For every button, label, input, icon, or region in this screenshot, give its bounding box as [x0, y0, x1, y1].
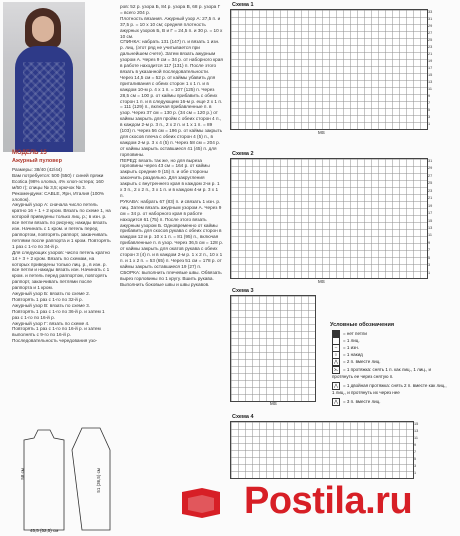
legend-item: ○ = 1 накид [332, 351, 450, 359]
sleeve-length-label: 51 (36,5) см [96, 468, 101, 493]
row-number: 11 [428, 233, 432, 238]
scheme3-ms: МS [270, 401, 277, 406]
scheme4-title: Схема 4 [232, 414, 254, 420]
row-number: 1 [414, 471, 417, 475]
row-number: 29 [428, 166, 433, 171]
row-number: 27 [428, 173, 433, 178]
row-number: 3 [414, 464, 417, 468]
row-number: 7 [428, 101, 431, 105]
legend-item: ⋀ = 3 п. вместе лиц. [332, 398, 450, 406]
row-number: 19 [428, 203, 433, 208]
row-number: 17 [428, 211, 433, 216]
legend-item: ⋀ = 2 п. вместе лиц. [332, 358, 450, 366]
scheme2-title: Схема 2 [232, 151, 254, 157]
legend-item: – = 1 изн. [332, 344, 450, 352]
postila-logo [178, 486, 224, 520]
garment-pattern [10, 420, 126, 536]
row-number: 1 [428, 122, 431, 126]
row-number: 9 [428, 240, 431, 245]
scheme4-grid [230, 421, 417, 479]
row-number: 29 [428, 24, 433, 28]
row-number: 7 [414, 450, 417, 454]
row-number: 19 [428, 59, 433, 63]
legend-item: = нет петли [332, 330, 450, 338]
row-number: 11 [428, 87, 432, 91]
row-number: 5 [428, 255, 431, 260]
row-number: 13 [428, 225, 433, 230]
row-number: 9 [414, 443, 417, 447]
scheme1-grid [230, 9, 431, 130]
legend-item: = 1 лиц. [332, 337, 450, 345]
scheme1-ms: МS [318, 130, 325, 135]
row-number: 31 [428, 17, 433, 21]
row-number: 15 [414, 422, 419, 426]
row-number: 27 [428, 31, 433, 35]
row-number: 25 [428, 181, 433, 186]
row-number: 33 [428, 10, 433, 14]
row-number: 3 [428, 263, 431, 268]
scheme2-ms: МS [318, 279, 325, 284]
row-number: 9 [428, 94, 431, 98]
row-number: 5 [414, 457, 417, 461]
legend-item: ⋋ = 1 протяжка: снять 1 п. как лиц., 1 лиц., и протянуть ее через снятую п. [332, 367, 432, 379]
row-number: 7 [428, 248, 431, 253]
row-number: 3 [428, 115, 431, 119]
scheme1-title: Схема 1 [232, 2, 254, 8]
legend-title: Условные обозначения [330, 322, 395, 328]
row-number: 31 [428, 159, 433, 163]
row-number: 23 [428, 45, 433, 49]
row-number: 5 [428, 108, 431, 112]
row-number: 13 [428, 80, 433, 84]
row-number: 1 [428, 270, 431, 275]
row-number: 23 [428, 188, 433, 193]
scheme3-title: Схема 3 [232, 288, 254, 294]
scheme3-grid [230, 295, 316, 402]
legend-item: ⋀ = 1 двойная протяжка: снять 2 п. вместе как лиц., 1 лиц., и протянуть их через нее [332, 383, 447, 395]
row-number: 21 [428, 52, 433, 56]
width-label: 45,5 (52,5) см [30, 528, 59, 533]
row-number: 13 [414, 429, 419, 433]
row-number: 17 [428, 66, 433, 70]
row-number: 21 [428, 196, 433, 201]
back-length-label: 58 см [20, 468, 25, 480]
instructions-column-2: ров: 52 р. узора Б, 84 р. узора В, 68 р. узора Г = всего 204 р. Плотность вязания. Ажурный узор А: 27,5 п. и 37,5 р. = 10 х 10 см; средняя плотность ажурных узоров Б, В и Г = 24,5 п. и 30 р. = 10 х 10 см. СПИНКА: набрать 131 (147) п. и вязать 1 изн. р. лиц. (этот ряд не учитывается при дальнейшем счете). Затем вязать ажурным узором А. Через 9 см = 34 р. от наборного края в работе находится 117 (131) п. После этого вязать в указанной последовательности. Через 14,5 см = 52 р. от каймы убавить для приталивания с обеих сторон 1 х 1 п. и в каждом 10-м р. 4 х 1 п. = 107 (125) п. Через 28,5 см = 100 р. от каймы прибавить с обеих сторон 1 п. и в следующем 16-м р. еще 2 х 1 п. = 111 (129) п., включая прибавленные п. в узор. Через 37 см = 130 р. (34 см = 120 р.) от каймы закрыть для пройм с обеих сторон 4 п., в каждом 2-м р. 3 п., 2 х 2 п. и 1 х 1 п. = 89 (103) п. Через 56 см = 196 р. от каймы закрыть для скосов плеча с обеих сторон 4 (5) п., в каждом 2-м р. 3 х 4 (5) п. Через 58 см = 204 р. от каймы закрыть оставшиеся 41 (45) п. для горловины. ПЕРЕД: вязать так же, но для выреза горловины через 43 см = 164 р. от каймы закрыть средние 9 (15) п. и обе стороны закончить раздельно. Для закругления закрыть с внутреннего края в каждом 2-м р. 1 х 3 п., 2 х 2 п., 3 х 1 п. и в каждом 4-м р. 3 х 1 п. РУКАВА: набрать 67 (83) п. и связать 1 изн. р. лиц. Затем вязать ажурным узором А. Через 9 см = 34 р. от наборного края в работе находится 61 (75) п. После этого вязать ажурным узором Б. Одновременно от каймы прибавить для скосов рукава с обеих сторон в каждом 12 м р. 10 х 1 п. = 81 (95) п., включая прибавленные п. в узор. Через 36,5 см = 128 р. от каймы закрыть для окатов рукава с обеих сторон 3 (4) п. и в каждом 2-м р. 1 х 2 п., 10 х 1 п. и 1 х 2 п. = 53 (65) п. Через 51 см = 178 р. от каймы закрыть оставшиеся 19 (27) п. СБОРКА: выполнить плечевые швы. Обвязать вырез горловины по 1 кругу. Вшить рукава. Выполнить боковые швы и швы рукавов. [120, 4, 223, 287]
model-subtitle: Ажурный пуловер [12, 158, 62, 164]
instructions-column-1: Размеры: 38/40 (42/44) Вам потребуется: 500 (550) г синей пряжи Ecotica (98% хлопка, 4% хлоп-эстера; 160 м/50 г); спицы № 3,5; крючок № 3. Рекомендуем: CABLE, Ярн, Италия (100% хлопок). Ажурный узор А: сначала число петель кратно 16 + 1 + 2 кром. Вязать по схеме 1, на которой приведены только лиц. р.; в изн. р. все петли вязать по рисунку, накиды вязать изн. Начинать с 1 кром. и петель перед раппортом, повторять раппорт, заканчивать петлями после раппорта и 1 кром. Повторять 1 раз с 1-го по 34-й р. Для следующих узоров: число петель кратно 14 + 3 + 2 кром. Вязать по схемам, на которых приведены только лиц. р., в изн. р. все петли и накиды вязать изн. Начинать с 1 кром. и петель перед раппортом, повторять раппорт, заканчивать петлями после раппорта и 1 кром. Ажурный узор Б: вязать по схеме 2. Повторять 1 раз с 1-го по 32-й р. Ажурный узор В: вязать по схеме 3. Повторять 1 раз с 1-го по 36-й р. и затем 1 раз с 1-го по 16-й р. Ажурный узор Г: вязать по схеме 4. Повторять 1 раз с 1-го по 16-й р. и затем выполнять с 9-го по 16-й р. Последовательность чередования узо- [12, 167, 111, 344]
scheme2-grid [230, 158, 431, 279]
row-number: 15 [428, 218, 433, 223]
row-number: 15 [428, 73, 433, 77]
model-photo [3, 2, 85, 152]
watermark: Postila.ru [244, 480, 413, 522]
row-number: 11 [414, 436, 418, 440]
row-number: 25 [428, 38, 433, 42]
model-number: МОДЕЛЬ 15 [12, 150, 47, 156]
